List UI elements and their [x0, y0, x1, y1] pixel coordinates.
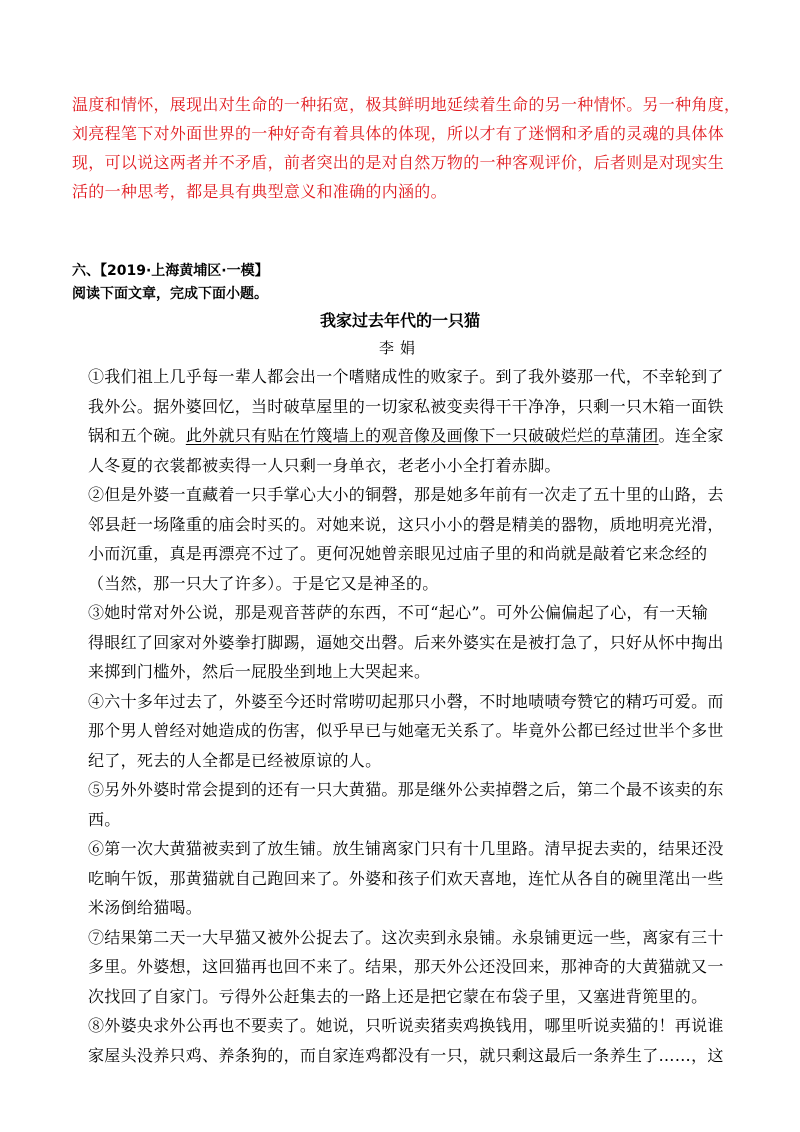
article-body: [88, 362, 738, 1070]
answer-line: 温度和情怀，展现出对生命的一种拓宽，极其鲜明地延续着生命的另一种情怀。另一种角度，: [72, 95, 741, 114]
article-line: 人冬夏的衣裳都被卖得一人只剩一身单衣，老老小小全打着赤脚。: [88, 455, 561, 475]
answer-line: 现，可以说这两者并不矛盾，前者突出的是对自然万物的一种客观评价，后者则是对现实生: [72, 153, 725, 172]
article-line: 那个男人曾经对她造成的伤害，似乎早已与她毫无关系了。毕竟外公都已经过世半个多世: [88, 721, 724, 740]
answer-line: 活的一种思考，都是具有典型意义和准确的内涵的。: [72, 182, 447, 201]
article-line: ⑥第一次大黄猫被卖到了放生铺。放生铺离家门只有十几里路。清早捉去卖的，结果还没: [88, 839, 724, 858]
article-line: 来掷到门槛外，然后一屁股坐到地上大哭起来。: [88, 662, 431, 681]
article-author: 李娟: [378, 339, 421, 357]
article-line: 邻县赶一场隆重的庙会时买的。对她来说，这只小小的磬是精美的器物，质地明亮光滑，: [88, 514, 724, 534]
article-line: 得眼红了回家对外婆拳打脚踢，逼她交出磬。后来外婆实在是被打急了，只好从怀中掏出: [88, 632, 724, 652]
article-line: ⑦结果第二天一大早猫又被外公捉去了。这次卖到永泉铺。永泉铺更远一些，离家有三十: [88, 927, 724, 947]
article-line: 家屋头没养只鸡、养条狗的，而自家连鸡都没有一只，就只剩这最后一条养生了……，这: [88, 1045, 724, 1065]
article-line: （当然，那一只大了许多）。于是它又是神圣的。: [88, 573, 439, 593]
article-line: ②但是外婆一直藏着一只手掌心大小的铜磬，那是她多年前有一次走了五十里的山路，去: [88, 485, 724, 504]
answer-analysis-text: [72, 90, 741, 206]
article-line: 米汤倒给猫喝。: [88, 898, 203, 917]
article-line: ⑧外婆央求外公再也不要卖了。她说，只听说卖猪卖鸡换钱用，哪里听说卖猫的！再说谁: [88, 1016, 724, 1035]
article-title: 我家过去年代的一只猫: [319, 311, 480, 330]
section-heading: 六、【2019·上海黄埔区·一模】: [72, 263, 269, 279]
article-line: 锅和五个碗。此外就只有贴在竹篾墙上的观音像及画像下一只破破烂烂的草蒲团。连全家: [88, 426, 724, 445]
article-line: ⑤另外外婆时常会提到的还有一只大黄猫。那是继外公卖掉磬之后，第二个最不该卖的东: [88, 780, 724, 799]
underlined-sentence: 此外就只有贴在竹篾墙上的观音像及画像下一只破破烂烂的草蒲团: [185, 426, 659, 445]
article-line: 西。: [88, 809, 121, 829]
answer-line: 刘亮程笔下对外面世界的一种好奇有着具体的体现，所以才有了迷惘和矛盾的灵魂的具体体: [72, 124, 725, 143]
article-line: 次找回了自家门。亏得外公赶集去的一路上还是把它蒙在布袋子里，又塞进背篼里的。: [88, 986, 708, 1006]
article-line: 小而沉重，真是再漂亮不过了。更何况她曾亲眼见过庙子里的和尚就是敲着它来念经的: [88, 544, 708, 563]
article-line: 我外公。据外婆回忆，当时破草屋里的一切家私被变卖得干干净净，只剩一只木箱一面铁: [88, 396, 724, 416]
section-instruction: 阅读下面文章，完成下面小题。: [72, 286, 268, 302]
article-line: 纪了，死去的人全都是已经被原谅的人。: [88, 750, 382, 770]
article-line: ①我们祖上几乎每一辈人都会出一个嗜赌成性的败家子。到了我外婆那一代，不幸轮到了: [88, 367, 724, 386]
article-line: 吃晌午饭，那黄猫就自己跑回来了。外婆和孩子们欢天喜地，连忙从各自的碗里滗出一些: [88, 868, 724, 888]
article-line: 多里。外婆想，这回猫再也回不来了。结果，那天外公还没回来，那神奇的大黄猫就又一: [88, 957, 724, 976]
article-line: ④六十多年过去了，外婆至今还时常唠叨起那只小磬，不时地啧啧夸赞它的精巧可爱。而: [88, 691, 724, 711]
article-line: ③她时常对外公说，那是观音菩萨的东西，不可“起心”。可外公偏偏起了心，有一天输: [88, 603, 709, 622]
